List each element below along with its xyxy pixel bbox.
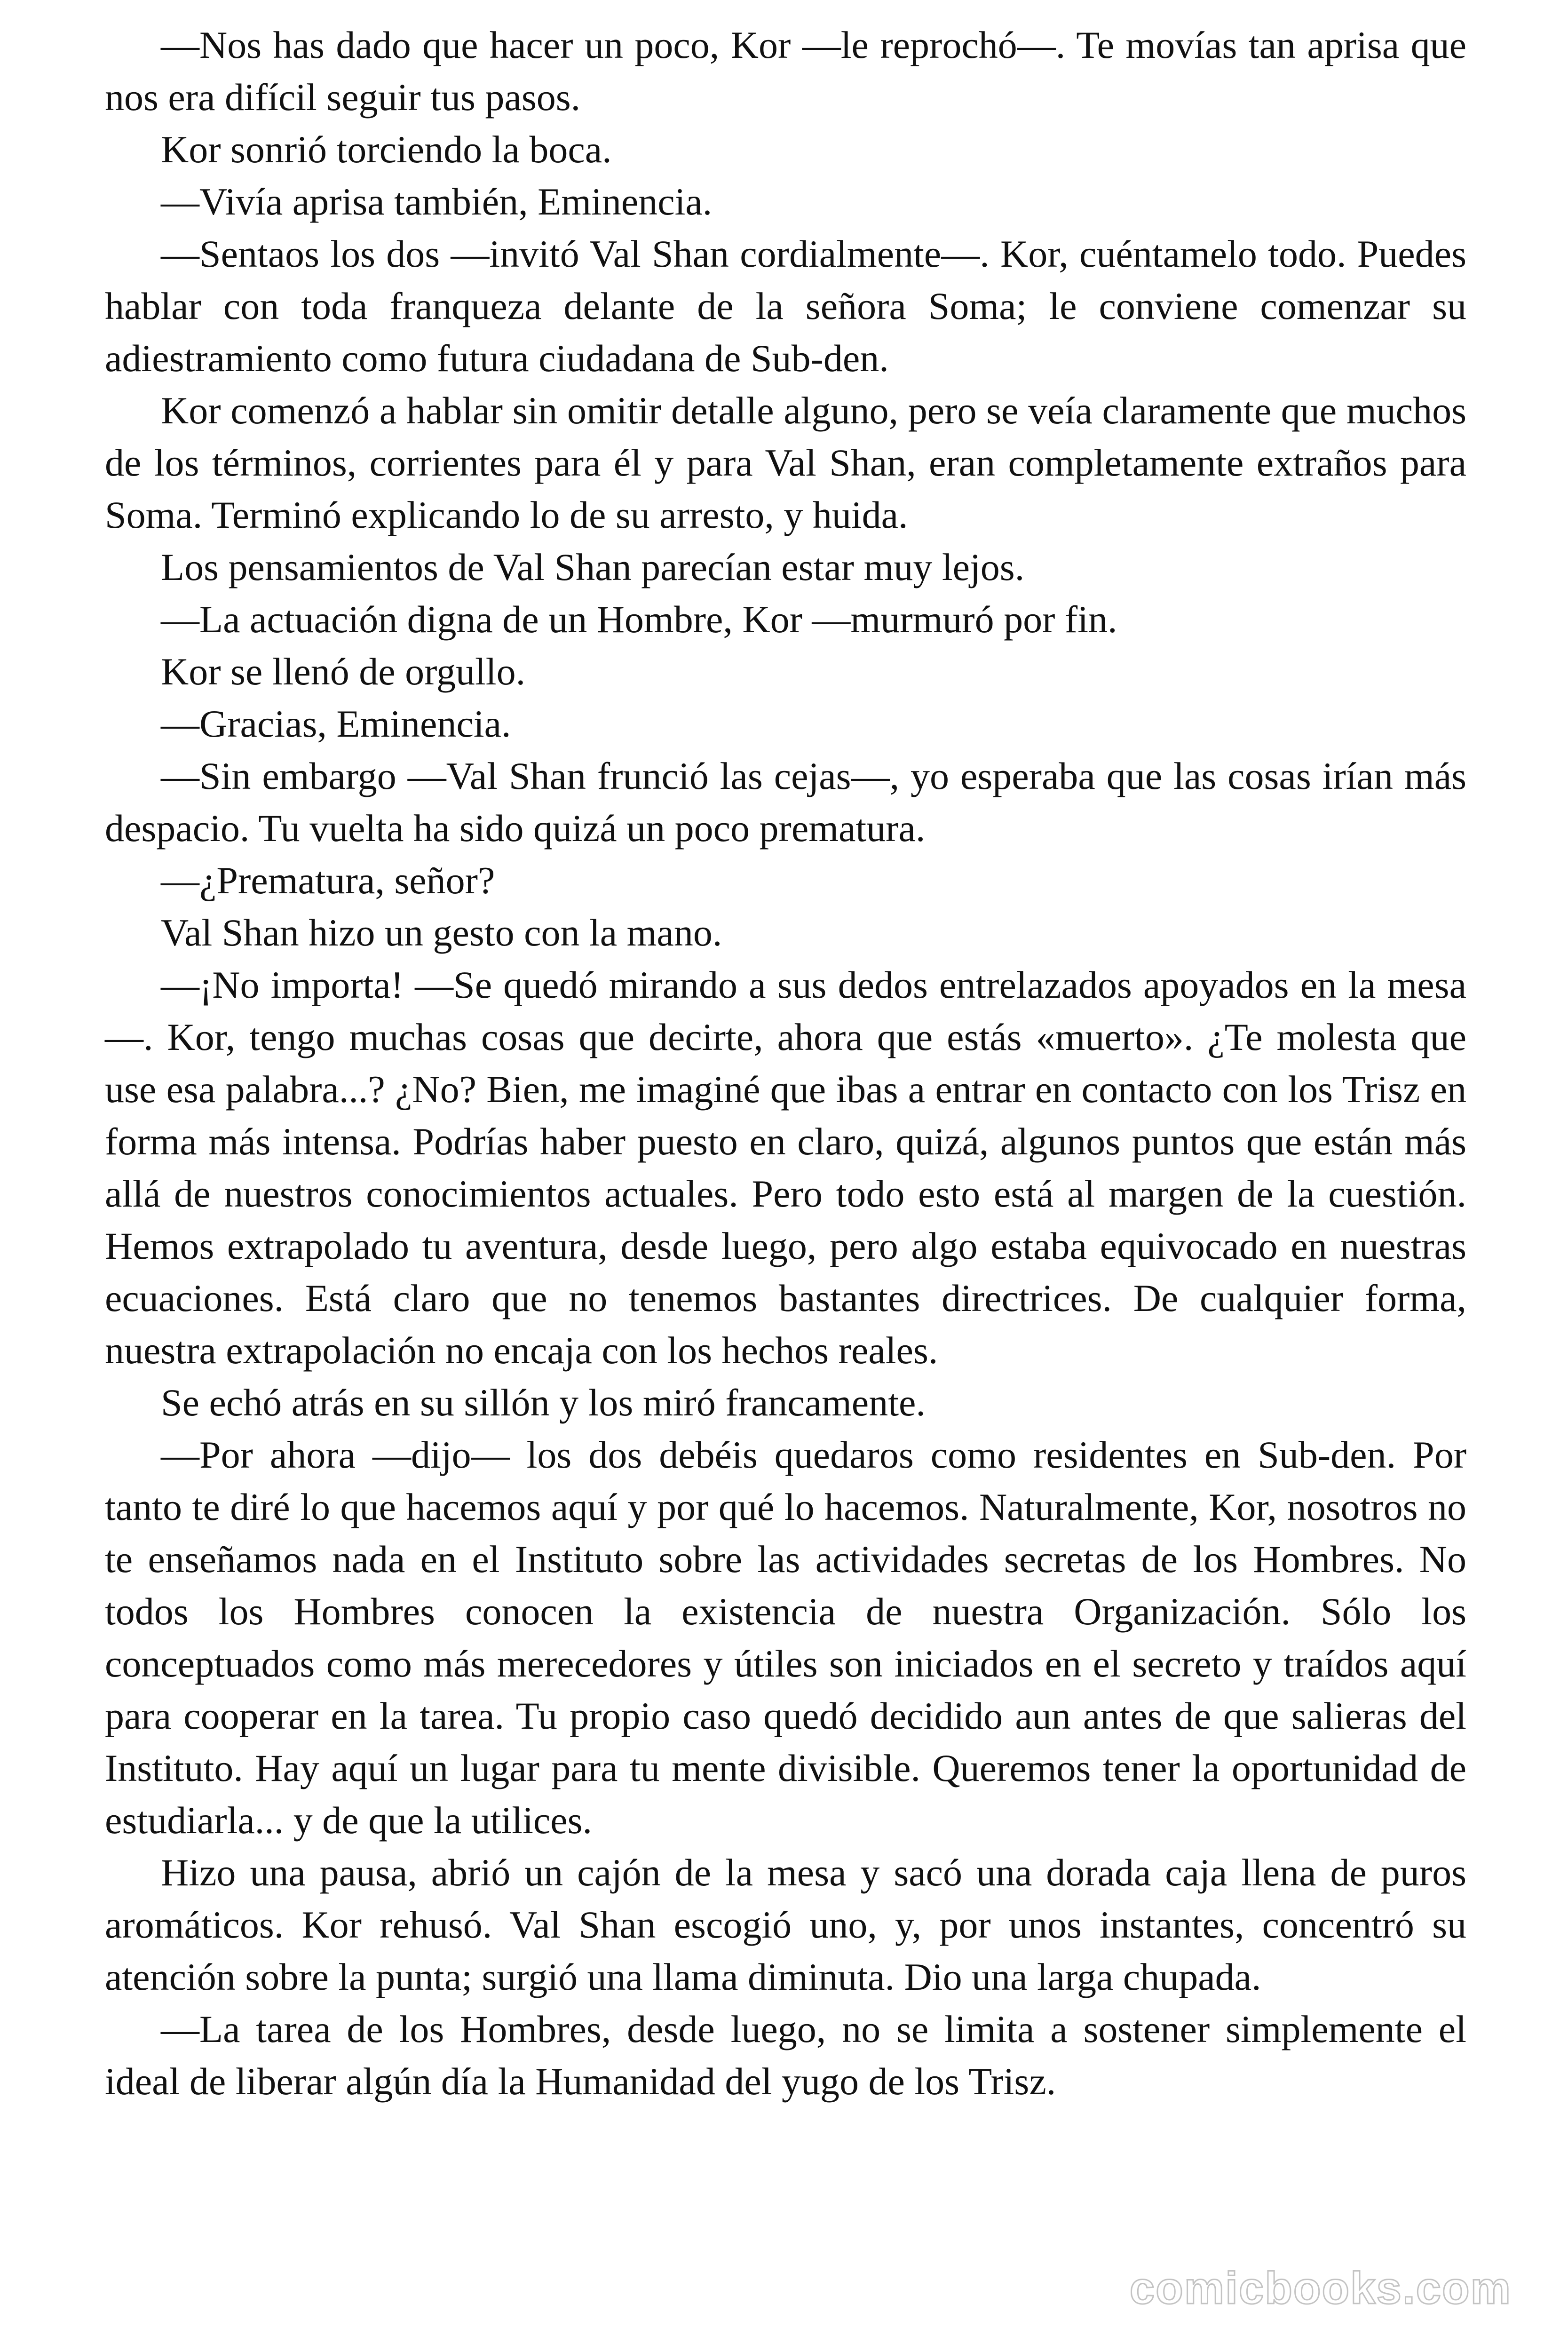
paragraph: —Vivía aprisa también, Eminencia. (161, 180, 713, 223)
paragraph: Kor se llenó de orgullo. (161, 650, 526, 693)
paragraph: —Sentaos los dos —invitó Val Shan cordialmente—. Kor, cuéntamelo todo. Puedes hablar con toda franqueza delante de la señora Soma; le conviene comenzar su adiestramiento como futura ciudadana de Sub-den. (105, 232, 1466, 380)
paragraph: Val Shan hizo un gesto con la mano. (161, 911, 722, 954)
watermark: comicbooks.com (1129, 2263, 1512, 2313)
paragraph: Kor sonrió torciendo la boca. (161, 128, 612, 171)
paragraph: —La tarea de los Hombres, desde luego, no se limita a sostener simplemente el ideal de liberar algún día la Humanidad del yugo de los Trisz. (105, 2008, 1466, 2103)
paragraph: —¿Prematura, señor? (161, 859, 495, 902)
paragraph: —¡No importa! —Se quedó mirando a sus dedos entrelazados apoyados en la mesa—. Kor, tengo muchas cosas que decirte, ahora que estás «muerto». ¿Te molesta que use esa palabra...? ¿No? Bien, me imaginé que ibas a entrar en contacto con los Trisz en forma más intensa. Podrías haber puesto en claro, quizá, algunos puntos que están más allá de nuestros conocimientos actuales. Pero todo esto está al margen de la cuestión. Hemos extrapolado tu aventura, desde luego, pero algo estaba equivocado en nuestras ecuaciones. Está claro que no tenemos bastantes directrices. De cualquier forma, nuestra extrapolación no encaja con los hechos reales. (105, 963, 1466, 1372)
paragraph: —Por ahora —dijo— los dos debéis quedaros como residentes en Sub-den. Por tanto te diré lo que hacemos aquí y por qué lo hacemos. Naturalmente, Kor, nosotros no te enseñamos nada en el Instituto sobre las actividades secretas de los Hombres. No todos los Hombres conocen la existencia de nuestra Organización. Sólo los conceptuados como más merecedores y útiles son iniciados en el secreto y traídos aquí para cooperar en la tarea. Tu propio caso quedó decidido aun antes de que salieras del Instituto. Hay aquí un lugar para tu mente divisible. Queremos tener la oportunidad de estudiarla... y de que la utilices. (105, 1433, 1466, 1842)
paragraph: Se echó atrás en su sillón y los miró francamente. (161, 1381, 926, 1424)
paragraph: —La actuación digna de un Hombre, Kor —murmuró por fin. (161, 598, 1117, 641)
paragraph: Kor comenzó a hablar sin omitir detalle alguno, pero se veía claramente que muchos de los términos, corrientes para él y para Val Shan, eran completamente extraños para Soma. Terminó explicando lo de su arresto, y huida. (105, 389, 1466, 536)
paragraph: —Nos has dado que hacer un poco, Kor —le reprochó—. Te movías tan aprisa que nos era difícil seguir tus pasos. (105, 24, 1466, 119)
page-body (105, 19, 1466, 2107)
paragraph: —Sin embargo —Val Shan frunció las cejas—, yo esperaba que las cosas irían más despacio. Tu vuelta ha sido quizá un poco prematura. (105, 755, 1466, 850)
paragraph: —Gracias, Eminencia. (161, 702, 511, 745)
paragraph: Los pensamientos de Val Shan parecían estar muy lejos. (161, 546, 1025, 588)
paragraph: Hizo una pausa, abrió un cajón de la mesa y sacó una dorada caja llena de puros aromáticos. Kor rehusó. Val Shan escogió uno, y, por unos instantes, concentró su atención sobre la punta; surgió una llama diminuta. Dio una larga chupada. (105, 1851, 1466, 1998)
